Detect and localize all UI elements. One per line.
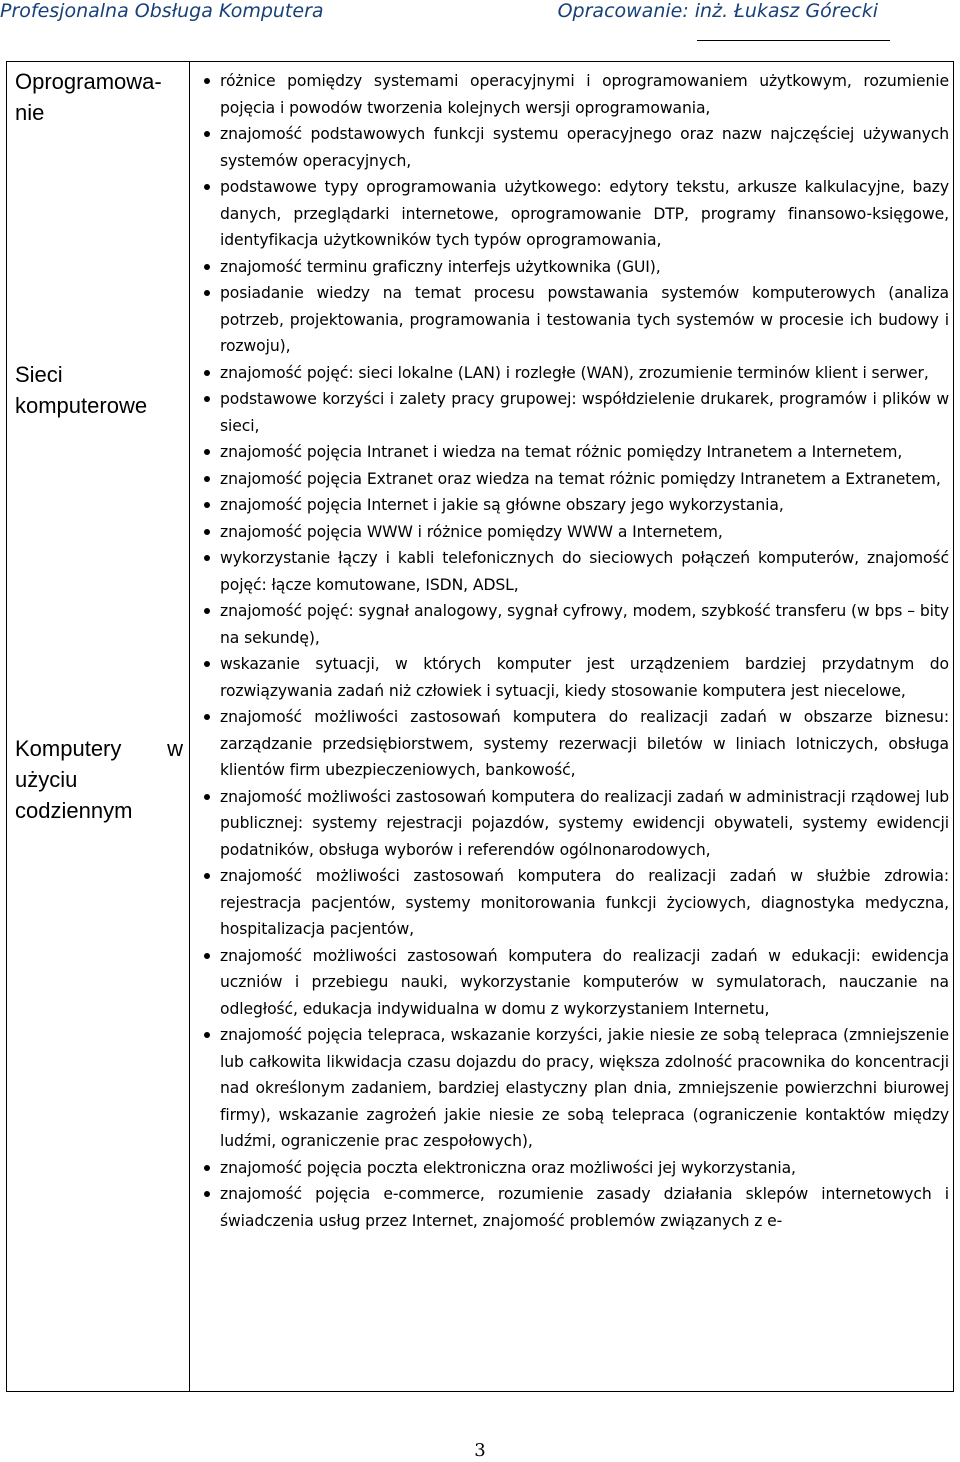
section-column <box>7 62 190 1391</box>
list-item: podstawowe korzyści i zalety pracy grupowej: współdzielenie drukarek, programów i plików w sieci, <box>197 386 949 439</box>
header-author: Opracowanie: inż. Łukasz Górecki <box>557 0 878 22</box>
list-item: znajomość pojęcia WWW i różnice pomiędzy WWW a Internetem, <box>197 519 949 546</box>
items-column <box>197 68 949 1234</box>
page-number: 3 <box>474 1440 486 1461</box>
list-item: znajomość podstawowych funkcji systemu operacyjnego oraz nazw najczęściej używanych systemów operacyjnych, <box>197 121 949 174</box>
list-item: znajomość możliwości zastosowań komputera do realizacji zadań w edukacji: ewidencja uczniów i przebiegu nauki, wykorzystanie komputerów w symulatorach, nauczanie na odległość, edukacja indywidualna w domu z wykorzystaniem Internetu, <box>197 943 949 1023</box>
list-item: znajomość pojęć: sygnał analogowy, sygnał cyfrowy, modem, szybkość transferu (w bps – bity na sekundę), <box>197 598 949 651</box>
list-item: różnice pomiędzy systemami operacyjnymi i oprogramowaniem użytkowym, rozumienie pojęcia i powodów tworzenia kolejnych wersji oprogramowania, <box>197 68 949 121</box>
list-item: wskazanie sytuacji, w których komputer jest urządzeniem bardziej przydatnym do rozwiązywania zadań niż człowiek i sytuacji, kiedy stosowanie komputera jest niecelowe, <box>197 651 949 704</box>
section-label-networks: Sieci komputerowe <box>15 362 148 418</box>
list-item: znajomość możliwości zastosowań komputera do realizacji zadań w służbie zdrowia: rejestracja pacjentów, systemy monitorowania funkcji życiowych, diagnostyka medyczna, hospitalizacja pacjentów, <box>197 863 949 943</box>
header-underline <box>697 40 890 41</box>
list-item: podstawowe typy oprogramowania użytkowego: edytory tekstu, arkusze kalkulacyjne, bazy danych, przeglądarki internetowe, oprogramowanie DTP, programy finansowo-księgowe, identyfikacja użytkowników tych typów oprogramowania, <box>197 174 949 254</box>
section-label-software: Oprogramowa-nie <box>15 69 162 125</box>
section-label-everyday-computers: Komputery w użyciu codziennym <box>15 736 183 823</box>
list-item: znajomość pojęcia poczta elektroniczna oraz możliwości jej wykorzystania, <box>197 1155 949 1182</box>
list-item: znajomość pojęć: sieci lokalne (LAN) i rozległe (WAN), zrozumienie terminów klient i serwer, <box>197 360 949 387</box>
header-course-title: Profesjonalna Obsługa Komputera <box>0 0 324 22</box>
page-header <box>0 0 960 50</box>
list-item: znajomość możliwości zastosowań komputera do realizacji zadań w administracji rządowej lub publicznej: systemy rejestracji pojazdów, systemy ewidencji obywateli, systemy ewidencji podatników, obsługa wyborów i referendów ogólnonarodowych, <box>197 784 949 864</box>
list-item: znajomość pojęcia Extranet oraz wiedza na temat różnic pomiędzy Intranetem a Extranetem, <box>197 466 949 493</box>
items-list <box>197 68 949 1234</box>
list-item: wykorzystanie łączy i kabli telefonicznych do sieciowych połączeń komputerów, znajomość pojęć: łącze komutowane, ISDN, ADSL, <box>197 545 949 598</box>
list-item: znajomość pojęcia Intranet i wiedza na temat różnic pomiędzy Intranetem a Internetem, <box>197 439 949 466</box>
list-item: znajomość pojęcia telepraca, wskazanie korzyści, jakie niesie ze sobą telepraca (zmniejszenie lub całkowita likwidacja czasu dojazdu do pracy, większa zdolność pracownika do koncentracji nad określonym zadaniem, bardziej elastyczny plan dnia, zmniejszenie powierzchni biurowej firmy), wskazanie zagrożeń jakie niesie ze sobą telepraca (ograniczenie kontaktów między ludźmi, ograniczenie prac zespołowych), <box>197 1022 949 1155</box>
list-item: posiadanie wiedzy na temat procesu powstawania systemów komputerowych (analiza potrzeb, projektowania, programowania i testowania tych systemów w procesie ich budowy i rozwoju), <box>197 280 949 360</box>
list-item: znajomość pojęcia e-commerce, rozumienie zasady działania sklepów internetowych i świadczenia usług przez Internet, znajomość problemów związanych z e- <box>197 1181 949 1234</box>
list-item: znajomość możliwości zastosowań komputera do realizacji zadań w obszarze biznesu: zarządzanie przedsiębiorstwem, systemy rezerwacji biletów w liniach lotniczych, obsługa klientów firm ubezpieczeniowych, bankowość, <box>197 704 949 784</box>
list-item: znajomość terminu graficzny interfejs użytkownika (GUI), <box>197 254 949 281</box>
list-item: znajomość pojęcia Internet i jakie są główne obszary jego wykorzystania, <box>197 492 949 519</box>
content-table <box>6 61 954 1392</box>
